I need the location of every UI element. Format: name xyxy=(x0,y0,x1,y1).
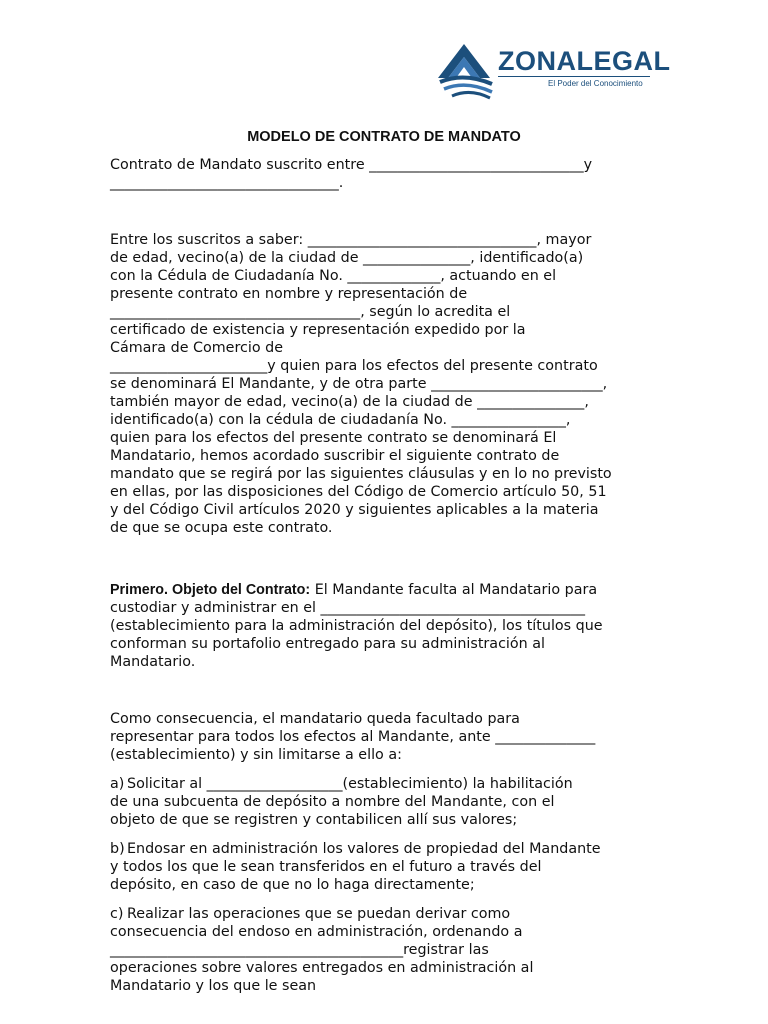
text-line xyxy=(110,840,670,858)
text-line: consecuencia del endoso en administración, ordenando a xyxy=(110,924,523,940)
logo-divider xyxy=(498,76,650,77)
text-line: certificado de existencia y representación expedido por la xyxy=(110,322,526,338)
list-item-text: Endosar en administración los valores de propiedad del Mandante xyxy=(127,841,601,857)
text-line: y todos los que le sean transferidos en el futuro a través del xyxy=(110,859,542,875)
text-line: (establecimiento) y sin limitarse a ello a: xyxy=(110,747,402,763)
text-line: Cámara de Comercio de xyxy=(110,340,284,356)
clause-heading: Primero. Objeto del Contrato: xyxy=(110,582,311,598)
text-line: mandato que se regirá por las siguientes cláusulas y en lo no previsto xyxy=(110,466,612,482)
clause-first-line xyxy=(110,581,670,599)
text-line: presente contrato en nombre y representación de xyxy=(110,286,468,302)
clause-text: El Mandante faculta al Mandatario para xyxy=(310,582,598,598)
text-line xyxy=(110,775,670,793)
text-line: Contrato de Mandato suscrito entre ______________________________y xyxy=(110,157,593,173)
zonalegal-logo xyxy=(434,42,671,102)
text-line: Entre los suscritos a saber: ________________________________, mayor xyxy=(110,232,592,248)
parties-paragraph xyxy=(110,231,670,537)
text-line: ___________________________________, según lo acredita el xyxy=(110,304,511,320)
text-line: ______________________y quien para los efectos del presente contrato xyxy=(110,358,598,374)
consequence-paragraph xyxy=(110,710,670,764)
text-line: y del Código Civil artículos 2020 y siguientes aplicables a la materia xyxy=(110,502,599,518)
clause-primero xyxy=(110,581,670,671)
text-line: ________________________________. xyxy=(110,175,344,191)
text-line: de edad, vecino(a) de la ciudad de _______________, identificado(a) xyxy=(110,250,584,266)
logo-mark-icon xyxy=(434,42,496,100)
logo-tagline: El Poder del Conocimiento xyxy=(548,79,643,88)
logo-brand: ZONALEGAL xyxy=(498,46,671,76)
text-line xyxy=(110,905,670,923)
text-line: representar para todos los efectos al Mandante, ante ______________ xyxy=(110,729,596,745)
text-line: (establecimiento para la administración del depósito), los títulos que xyxy=(110,618,603,634)
document-title: MODELO DE CONTRATO DE MANDATO xyxy=(247,129,521,145)
text-line: también mayor de edad, vecino(a) de la ciudad de _______________, xyxy=(110,394,589,410)
list-item-b xyxy=(110,840,670,894)
text-line: conforman su portafolio entregado para su administración al xyxy=(110,636,545,652)
text-line: se denominará El Mandante, y de otra parte ________________________, xyxy=(110,376,608,392)
text-line: operaciones sobre valores entregados en administración al xyxy=(110,960,534,976)
text-line: con la Cédula de Ciudadanía No. _____________, actuando en el xyxy=(110,268,557,284)
list-item-label: c) xyxy=(110,906,124,922)
text-line: Como consecuencia, el mandatario queda facultado para xyxy=(110,711,520,727)
text-line: identificado(a) con la cédula de ciudadanía No. ________________, xyxy=(110,412,571,428)
text-line: custodiar y administrar en el _____________________________________ xyxy=(110,600,586,616)
text-line: Mandatario y los que le sean xyxy=(110,978,317,994)
text-line: objeto de que se registren y contabilicen allí sus valores; xyxy=(110,812,518,828)
list-item-text: Realizar las operaciones que se puedan derivar como xyxy=(127,906,511,922)
text-line: de una subcuenta de depósito a nombre del Mandante, con el xyxy=(110,794,555,810)
intro-paragraph xyxy=(110,156,670,192)
text-line: _________________________________________registrar las xyxy=(110,942,489,958)
text-line: en ellas, por las disposiciones del Código de Comercio artículo 50, 51 xyxy=(110,484,607,500)
list-item-label: a) xyxy=(110,776,125,792)
text-line: Mandatario, hemos acordado suscribir el siguiente contrato de xyxy=(110,448,560,464)
text-line: quien para los efectos del presente contrato se denominará El xyxy=(110,430,557,446)
text-line: depósito, en caso de que no lo haga directamente; xyxy=(110,877,475,893)
list-item-text: Solicitar al ___________________(establecimiento) la habilitación xyxy=(127,776,573,792)
list-item-c xyxy=(110,905,670,995)
list-item-a xyxy=(110,775,670,829)
text-line: Mandatario. xyxy=(110,654,196,670)
text-line: de que se ocupa este contrato. xyxy=(110,520,333,536)
list-item-label: b) xyxy=(110,841,125,857)
